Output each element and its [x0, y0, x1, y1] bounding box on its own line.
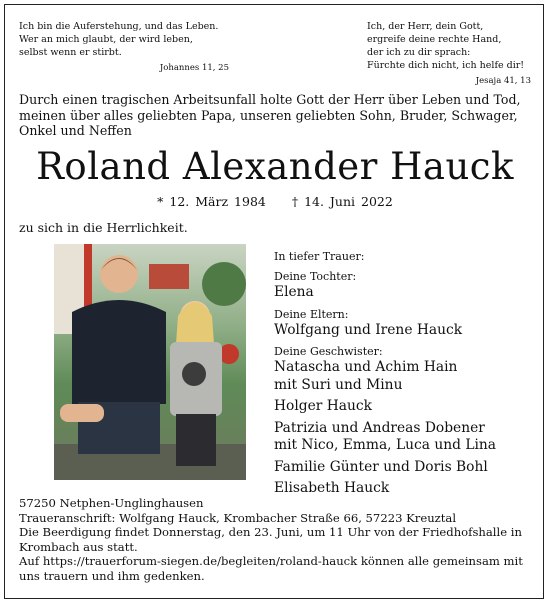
deceased-name: Roland Alexander Hauck [36, 145, 514, 188]
parents-names: Wolfgang und Irene Hauck [274, 321, 463, 338]
verse-source: Jesaja 41, 13 [475, 76, 531, 86]
death-date: † 14. Juni 2022 [291, 194, 393, 209]
funeral-info: Die Beerdigung findet Donnerstag, den 23. Juni, um 11 Uhr von der Friedhofshalle in Krombach aus statt. [19, 525, 522, 554]
portrait-photo [54, 244, 246, 480]
verse-line: Wer an mich glaubt, der wird leben, [19, 34, 193, 45]
verse-line: der ich zu dir sprach: [367, 47, 471, 58]
verse-line: Ich, der Herr, dein Gott, [367, 21, 484, 32]
verse-line: Fürchte dich nicht, ich helfe dir! [367, 60, 525, 71]
herrlichkeit-line: zu sich in die Herrlichkeit. [19, 220, 188, 235]
sibling-entry: Holger Hauck [274, 398, 372, 414]
sibling-entry: Familie Günter und Doris Bohl [274, 458, 488, 475]
daughter-label: Deine Tochter: [274, 270, 357, 283]
birth-date: * 12. März 1984 [157, 194, 266, 209]
footer-info [19, 496, 534, 584]
sibling-entry: Elisabeth Hauck [274, 480, 390, 496]
online-memorial: Auf https://trauerforum-siegen.de/begleiten/roland-hauck können alle gemeinsam mit uns trauern und ihm gedenken. [19, 554, 523, 583]
parents-label: Deine Eltern: [274, 307, 349, 321]
intro-text: Durch einen tragischen Arbeitsunfall holte Gott der Herr über Leben und Tod, meinen über alles geliebten Papa, unseren geliebten Sohn, Bruder, Schwager, Onkel und Neffen [19, 92, 521, 138]
verse-line: ergreife deine rechte Hand, [367, 34, 502, 45]
sibling-entry: Natascha und Achim Hain [274, 359, 458, 375]
sibling-entry: Patrizia und Andreas Dobener [274, 419, 485, 436]
bible-verse-right [367, 20, 531, 88]
mourners-heading: In tiefer Trauer: [274, 250, 365, 263]
hometown: 57250 Netphen-Unglinghausen [19, 496, 204, 510]
sibling-entry: mit Nico, Emma, Luca und Lina [274, 437, 497, 453]
mourning-address: Traueranschrift: Wolfgang Hauck, Krombacher Straße 66, 57223 Kreuztal [19, 510, 457, 525]
verse-source: Johannes 11, 25 [159, 63, 229, 73]
bible-verse-left [19, 20, 229, 75]
mourners-list [274, 247, 534, 498]
sibling-entry: mit Suri und Minu [274, 376, 403, 393]
verse-line: Ich bin die Auferstehung, und das Leben. [19, 21, 219, 32]
siblings-label: Deine Geschwister: [274, 345, 383, 358]
verse-line: selbst wenn er stirbt. [19, 47, 122, 58]
daughter-name: Elena [274, 284, 314, 300]
life-dates [0, 194, 550, 209]
